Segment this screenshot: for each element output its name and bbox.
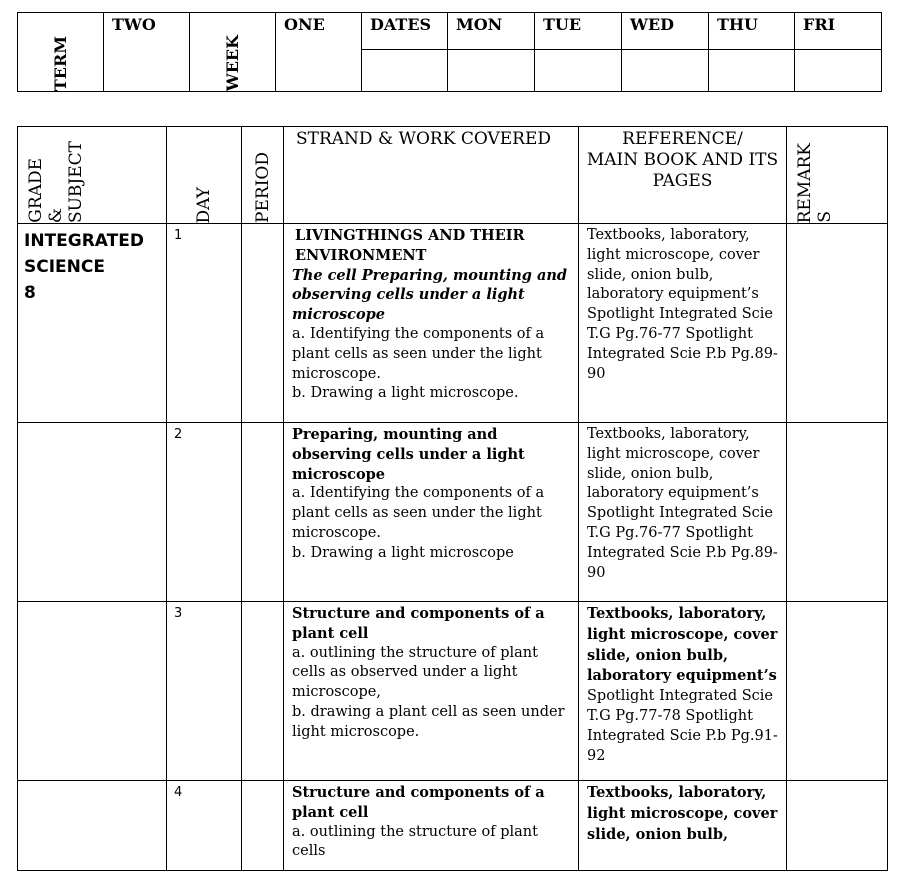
remarks-cell[interactable]	[787, 781, 888, 871]
date-wed-cell[interactable]	[622, 50, 709, 92]
grade-subject-cell	[18, 423, 167, 602]
col-grade-line3: SUBJECT	[66, 140, 86, 223]
work-cell	[284, 602, 579, 781]
term-value-cell	[104, 13, 190, 92]
table-row	[18, 781, 888, 871]
work-item: a. outlining the structure of plant cells	[292, 823, 538, 860]
reference-materials: Textbooks, laboratory, light microscope, cover slide, onion bulb,	[587, 784, 778, 843]
dates-cell[interactable]	[362, 50, 448, 92]
term-week-header	[17, 12, 882, 92]
col-grade-subject	[18, 127, 167, 224]
table-row	[18, 423, 888, 602]
remarks-cell[interactable]	[787, 423, 888, 602]
work-item: a. Identifying the components of a plant cells as seen under the light microscope.	[292, 485, 545, 541]
grade-number: 8	[24, 283, 36, 303]
work-item: b. Drawing a light microscope	[292, 544, 514, 561]
work-item: b. drawing a plant cell as seen under light microscope.	[292, 703, 565, 740]
table-row	[18, 602, 888, 781]
week-value-cell	[276, 13, 362, 92]
date-thu-cell[interactable]	[709, 50, 795, 92]
day-header-mon: MON	[448, 13, 535, 50]
work-item: a. outlining the structure of plant cells as observed under a light microscope,	[292, 644, 538, 701]
lesson-scheme-table	[17, 126, 888, 871]
day-header-wed: WED	[622, 13, 709, 50]
work-cell	[284, 423, 579, 602]
work-cell	[284, 781, 579, 871]
week-label-cell	[190, 13, 276, 92]
col-day: DAY	[167, 127, 242, 224]
reference-cell: Textbooks, laboratory, light microscope, cover slide, onion bulb, laboratory equipment’s Spotlight Integrated Scie T.G Pg.76-77 Spotlight Integrated Scie P.b Pg.89-90	[579, 423, 787, 602]
reference-cell: Textbooks, laboratory, light microscope, cover slide, onion bulb, laboratory equipment’s Spotlight Integrated Scie T.G Pg.76-77 Spotlight Integrated Scie P.b Pg.89-90	[579, 224, 787, 423]
grade-subject-cell	[18, 224, 167, 423]
remarks-cell[interactable]	[787, 602, 888, 781]
period-cell[interactable]	[242, 224, 284, 423]
reference-materials: Textbooks, laboratory, light microscope, cover slide, onion bulb, laboratory equipment’s	[587, 605, 778, 685]
work-item: a. Identifying the components of a plant cells as seen under the light microscope.	[292, 325, 545, 382]
work-item: b. Drawing a light microscope.	[292, 385, 519, 402]
period-cell[interactable]	[242, 602, 284, 781]
week-label: WEEK	[223, 34, 242, 91]
term-label-cell	[18, 13, 104, 92]
reference-books: Spotlight Integrated Scie T.G Pg.77-78 Spotlight Integrated Scie P.b Pg.91-92	[587, 688, 778, 764]
reference-cell	[579, 602, 787, 781]
col-reference: REFERENCE/ MAIN BOOK AND ITS PAGES	[579, 127, 787, 224]
subject-line1: INTEGRATED	[24, 231, 144, 251]
day-cell: 4	[167, 781, 242, 871]
date-tue-cell[interactable]	[535, 50, 622, 92]
grade-subject-cell	[18, 602, 167, 781]
col-strand: STRAND & WORK COVERED	[284, 127, 579, 224]
term-label: TERM	[51, 35, 70, 91]
date-mon-cell[interactable]	[448, 50, 535, 92]
day-cell: 2	[167, 423, 242, 602]
day-header-fri: FRI	[795, 13, 882, 50]
day-cell: 3	[167, 602, 242, 781]
table-row	[18, 224, 888, 423]
grade-subject-cell	[18, 781, 167, 871]
strand-title: LIVINGTHINGS AND THEIR ENVIRONMENT	[295, 227, 525, 264]
period-cell[interactable]	[242, 781, 284, 871]
dates-label: DATES	[370, 15, 432, 34]
sub-strand-title: The cell Preparing, mounting and observing cells under a light microscope	[292, 266, 568, 324]
day-header-thu: THU	[709, 13, 795, 50]
day-cell: 1	[167, 224, 242, 423]
strand-title: Preparing, mounting and observing cells under a light microscope	[292, 426, 525, 483]
work-cell	[284, 224, 579, 423]
dates-label-cell	[362, 13, 448, 50]
date-fri-cell[interactable]	[795, 50, 882, 92]
col-period: PERIOD	[242, 127, 284, 224]
day-header-tue: TUE	[535, 13, 622, 50]
col-grade-line1: GRADE	[26, 158, 46, 223]
remarks-cell[interactable]	[787, 224, 888, 423]
subject-line2: SCIENCE	[24, 257, 105, 277]
col-remarks: REMARK S	[787, 127, 888, 224]
strand-title: Structure and components of a plant cell	[292, 605, 545, 642]
strand-title: Structure and components of a plant cell	[292, 784, 545, 821]
period-cell[interactable]	[242, 423, 284, 602]
term-value: TWO	[112, 15, 156, 34]
col-grade-line2: &	[46, 207, 66, 223]
reference-cell	[579, 781, 787, 871]
week-value: ONE	[284, 15, 325, 34]
